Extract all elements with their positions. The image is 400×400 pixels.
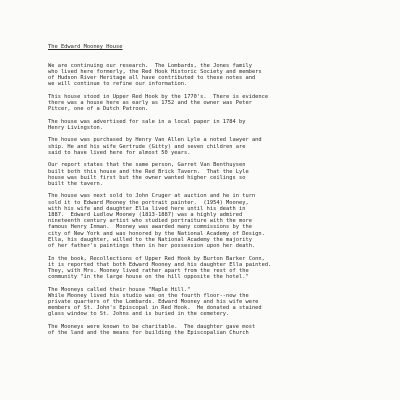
text-line: who lived here formerly, the Red Hook Historic Society and members xyxy=(48,68,262,75)
text-line: The Mooneys were known to be charitable. The daughter gave most xyxy=(48,323,256,330)
text-line: of the land and the means for building the Episcopalian Church xyxy=(48,330,249,337)
text-line: Henry Livingston. xyxy=(48,124,104,131)
paragraph xyxy=(48,256,382,281)
text-line: We are continuing our research. The Lombards, the Jones family xyxy=(48,62,252,69)
text-line: In the book, Recollections of Upper Red Hook by Burton Barker Conn, xyxy=(48,255,265,262)
text-line: glass window to St. Johns and is buried in the cemetery. xyxy=(48,311,230,318)
paragraph xyxy=(48,318,382,337)
text-line: The house was advertised for sale in a local paper in 1784 by xyxy=(48,118,246,125)
text-line: house was built first but the owner wanted higher ceilings so xyxy=(48,174,246,181)
paragraph-list xyxy=(48,63,382,337)
text-line: Pitcer, one of a Dutch Patroon. xyxy=(48,106,149,113)
text-line: it is reported that both Edward Mooney and his daughter Ella painted. xyxy=(48,261,272,268)
text-line: there was a house here as early as 1752 and the owner was Peter xyxy=(48,100,252,107)
paragraph xyxy=(48,63,382,88)
paragraph xyxy=(48,193,382,249)
text-line: built both this house and the Red Brick Tavern. That the Lyle xyxy=(48,168,249,175)
paragraph xyxy=(48,119,382,131)
text-line: While Mooney lived his studio was on the fourth floor--now the xyxy=(48,292,249,299)
text-line: The house was purchased by Henry Van Allen Lyle a noted lawyer and xyxy=(48,137,262,144)
paragraph xyxy=(48,137,382,156)
text-line: Ella, his daughter, willed to the National Academy the majority xyxy=(48,236,252,243)
paragraph xyxy=(48,162,382,187)
text-line: sold it to Edward Mooney the portrait painter. (1954) Mooney, xyxy=(48,199,249,206)
text-line: community "in the large house on the hill opposite the hotel." xyxy=(48,274,249,281)
text-line: This house stood in Upper Red Hook by the 1770's. There is evidence xyxy=(48,93,269,100)
text-line: nineteenth century artist who studied portraiture with the more xyxy=(48,218,252,225)
text-line: ship. He and his wife Gertrude (Gitty) and seven children are xyxy=(48,143,246,150)
text-line: with his wife and daughter Ella lived here until his death in xyxy=(48,205,246,212)
text-line: of her father's paintings then in her possession upon her death. xyxy=(48,243,256,250)
text-line: members of St. John's Episcopal in Red Hook. He donated a stained xyxy=(48,305,262,312)
paragraph xyxy=(48,94,382,113)
document-title: The Edward Mooney House xyxy=(48,44,123,50)
text-line: famous Henry Inman. Mooney was awarded many commissions by the xyxy=(48,224,252,231)
paragraph xyxy=(48,287,382,318)
text-line: said to have lived here for almost 50 years. xyxy=(48,149,191,156)
text-line: 1887. Edward Ludlow Mooney (1813-1887) was a highly admired xyxy=(48,212,243,219)
text-line: built the tavern. xyxy=(48,180,104,187)
text-line: The house was next sold to John Cruger at auction and he in turn xyxy=(48,193,256,200)
text-line: They, with Mrs. Mooney lived rather apart from the rest of the xyxy=(48,267,249,274)
text-line: city of New York and was honored by the National Academy of Design. xyxy=(48,230,265,237)
text-line: of Hudson River Heritage all have contributed to these notes and xyxy=(48,75,256,82)
text-line: private quarters of the Lombards. Edward Mooney and his wife were xyxy=(48,299,259,306)
text-line: The Mooneys called their house "Maple Hill." xyxy=(48,286,191,293)
text-line: we will continue to refine our information. xyxy=(48,81,188,88)
text-line: Our report states that the same person, Garret Van Benthuysen xyxy=(48,162,246,169)
document-body xyxy=(48,44,382,343)
